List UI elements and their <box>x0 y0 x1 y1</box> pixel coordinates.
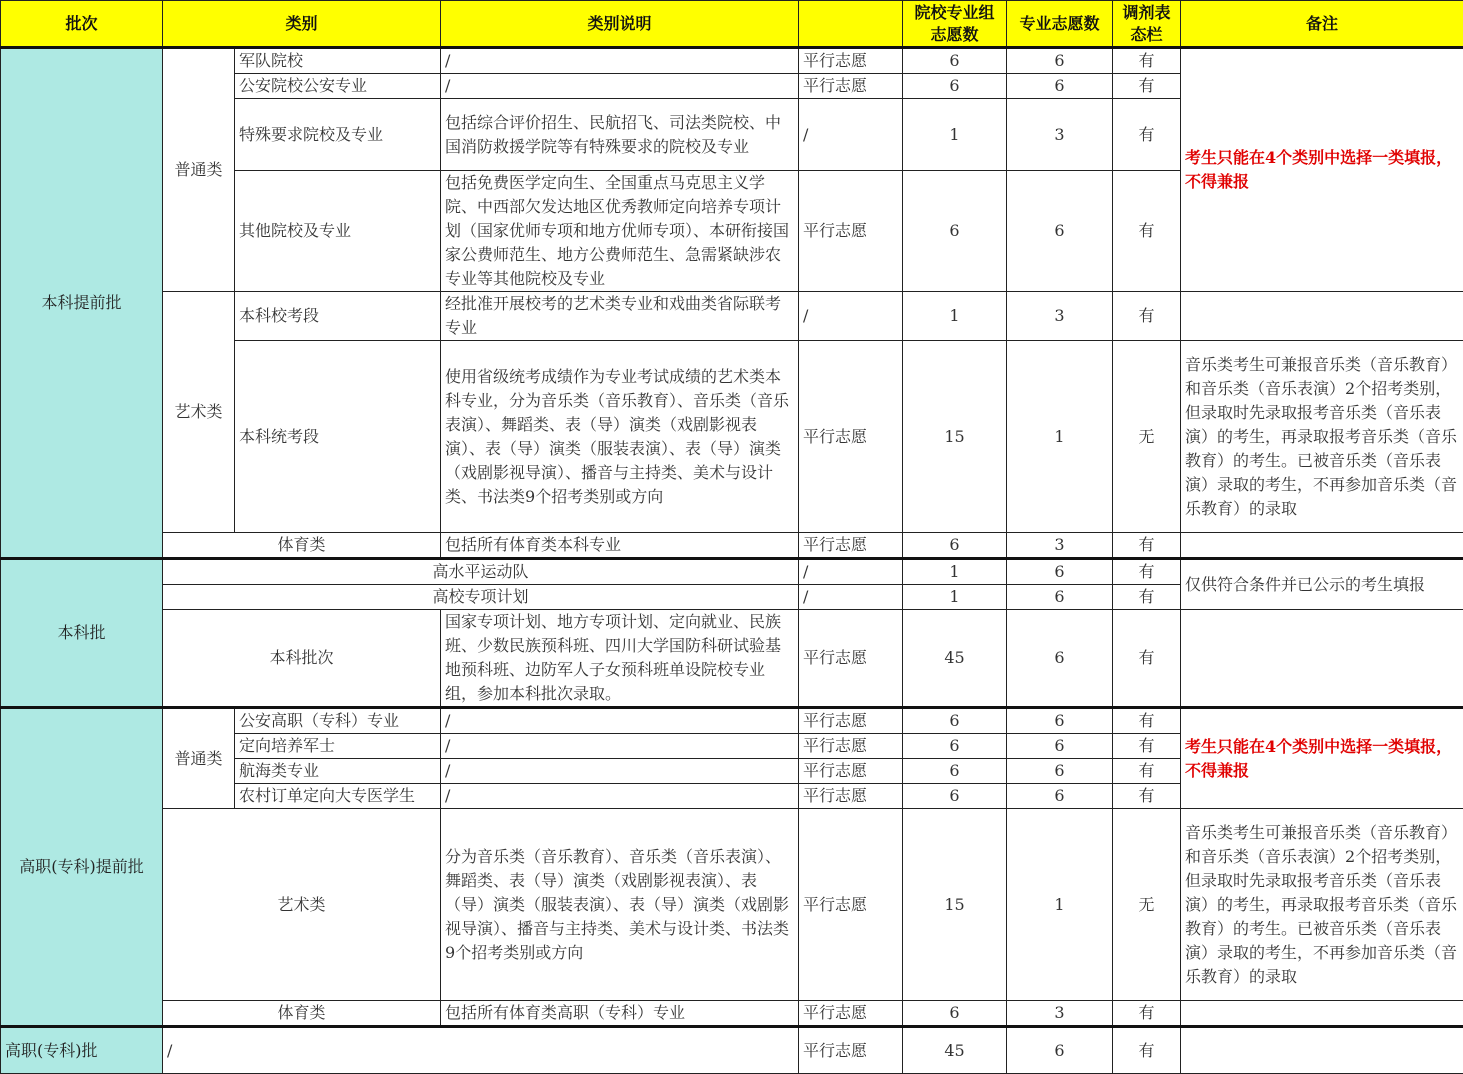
mode-cell: 平行志愿 <box>799 533 903 559</box>
category-cell: 本科批次 <box>163 610 441 708</box>
remark-empty-cell <box>1181 533 1463 559</box>
adjust-cell: 有 <box>1113 1027 1181 1074</box>
school-groups-cell: 6 <box>903 533 1007 559</box>
mode-cell: 平行志愿 <box>799 1001 903 1027</box>
header-category: 类别 <box>163 1 441 48</box>
school-groups-cell: 6 <box>903 48 1007 74</box>
mode-cell: / <box>799 99 903 171</box>
description-cell: / <box>441 74 799 99</box>
category-cell: 特殊要求院校及专业 <box>235 99 441 171</box>
description-cell: / <box>441 708 799 734</box>
description-cell: / <box>441 784 799 809</box>
category-cell: 体育类 <box>163 533 441 559</box>
mode-cell: 平行志愿 <box>799 610 903 708</box>
school-groups-cell: 45 <box>903 610 1007 708</box>
category-cell: 定向培养军士 <box>235 734 441 759</box>
description-cell: 包括综合评价招生、民航招飞、司法类院校、中国消防救援学院等有特殊要求的院校及专业 <box>441 99 799 171</box>
adjust-cell: 有 <box>1113 533 1181 559</box>
adjust-cell: 有 <box>1113 99 1181 171</box>
adjust-cell: 有 <box>1113 734 1181 759</box>
school-groups-cell: 6 <box>903 708 1007 734</box>
mode-cell: 平行志愿 <box>799 171 903 292</box>
school-groups-cell: 6 <box>903 74 1007 99</box>
group-cell: 普通类 <box>163 708 235 809</box>
mode-cell: 平行志愿 <box>799 708 903 734</box>
header-majors: 专业志愿数 <box>1007 1 1113 48</box>
mode-cell: 平行志愿 <box>799 74 903 99</box>
batch-section <box>1 559 1463 708</box>
adjust-cell: 有 <box>1113 74 1181 99</box>
majors-cell: 6 <box>1007 708 1113 734</box>
adjust-cell: 有 <box>1113 559 1181 585</box>
table-row <box>1 1027 1463 1074</box>
description-cell: / <box>441 734 799 759</box>
majors-cell: 6 <box>1007 74 1113 99</box>
remark-empty-cell <box>1181 292 1463 341</box>
majors-cell: 6 <box>1007 734 1113 759</box>
header-school-groups: 院校专业组志愿数 <box>903 1 1007 48</box>
majors-cell: 3 <box>1007 292 1113 341</box>
adjust-cell: 有 <box>1113 292 1181 341</box>
remark-cell: 仅供符合条件并已公示的考生填报 <box>1181 559 1463 610</box>
remark-empty-cell <box>1181 1027 1463 1074</box>
adjust-cell: 有 <box>1113 708 1181 734</box>
school-groups-cell: 1 <box>903 292 1007 341</box>
mode-cell: 平行志愿 <box>799 734 903 759</box>
table-row <box>1 708 1463 734</box>
majors-cell: 6 <box>1007 1027 1113 1074</box>
batch-section <box>1 1027 1463 1074</box>
header-description: 类别说明 <box>441 1 799 48</box>
header-batch: 批次 <box>1 1 163 48</box>
category-cell: 艺术类 <box>163 809 441 1001</box>
majors-cell: 6 <box>1007 759 1113 784</box>
category-cell: 军队院校 <box>235 48 441 74</box>
mode-cell: 平行志愿 <box>799 784 903 809</box>
table-row <box>1 292 1463 341</box>
majors-cell: 6 <box>1007 559 1113 585</box>
majors-cell: 1 <box>1007 341 1113 533</box>
header-mode <box>799 1 903 48</box>
adjust-cell: 无 <box>1113 341 1181 533</box>
batch-section <box>1 708 1463 1027</box>
school-groups-cell: 1 <box>903 559 1007 585</box>
mode-cell: 平行志愿 <box>799 48 903 74</box>
mode-cell: 平行志愿 <box>799 341 903 533</box>
majors-cell: 1 <box>1007 809 1113 1001</box>
adjust-cell: 有 <box>1113 585 1181 610</box>
school-groups-cell: 6 <box>903 171 1007 292</box>
adjust-cell: 有 <box>1113 48 1181 74</box>
group-cell: 普通类 <box>163 48 235 292</box>
batch-cell: 本科批 <box>1 559 163 708</box>
remark-cell: 考生只能在4个类别中选择一类填报，不得兼报 <box>1181 48 1463 292</box>
batch-cell: 高职(专科)批 <box>1 1027 163 1074</box>
description-cell: 包括免费医学定向生、全国重点马克思主义学院、中西部欠发达地区优秀教师定向培养专项计划（国家优师专项和地方优师专项）、本研衔接国家公费师范生、地方公费师范生、急需紧缺涉农专业等其他院校及专业 <box>441 171 799 292</box>
remark-cell: 音乐类考生可兼报音乐类（音乐教育）和音乐类（音乐表演）2个招考类别，但录取时先录取报考音乐类（音乐表演）的考生，再录取报考音乐类（音乐教育）的考生。已被音乐类（音乐表演）录取的考生，不再参加音乐类（音乐教育）的录取 <box>1181 341 1463 533</box>
category-cell: / <box>163 1027 799 1074</box>
remark-empty-cell <box>1181 610 1463 708</box>
mode-cell: / <box>799 559 903 585</box>
category-cell: 体育类 <box>163 1001 441 1027</box>
adjust-cell: 无 <box>1113 809 1181 1001</box>
table-row <box>1 610 1463 708</box>
school-groups-cell: 1 <box>903 99 1007 171</box>
category-cell: 本科统考段 <box>235 341 441 533</box>
majors-cell: 3 <box>1007 533 1113 559</box>
description-cell: / <box>441 759 799 784</box>
description-cell: 分为音乐类（音乐教育）、音乐类（音乐表演）、舞蹈类、表（导）演类（戏剧影视表演）、表（导）演类（服装表演）、表（导）演类（戏剧影视导演）、播音与主持类、美术与设计类、书法类9个招考类别或方向 <box>441 809 799 1001</box>
mode-cell: 平行志愿 <box>799 1027 903 1074</box>
school-groups-cell: 15 <box>903 809 1007 1001</box>
category-cell: 农村订单定向大专医学生 <box>235 784 441 809</box>
majors-cell: 6 <box>1007 784 1113 809</box>
batch-cell: 高职(专科)提前批 <box>1 708 163 1027</box>
remark-empty-cell <box>1181 1001 1463 1027</box>
remark-cell: 音乐类考生可兼报音乐类（音乐教育）和音乐类（音乐表演）2个招考类别，但录取时先录取报考音乐类（音乐表演）的考生，再录取报考音乐类（音乐教育）的考生。已被音乐类（音乐表演）录取的考生，不再参加音乐类（音乐教育）的录取 <box>1181 809 1463 1001</box>
batch-cell: 本科提前批 <box>1 48 163 559</box>
batch-section <box>1 48 1463 559</box>
group-cell: 艺术类 <box>163 292 235 533</box>
adjust-cell: 有 <box>1113 784 1181 809</box>
table-row <box>1 533 1463 559</box>
majors-cell: 6 <box>1007 171 1113 292</box>
category-cell: 其他院校及专业 <box>235 171 441 292</box>
description-cell: / <box>441 48 799 74</box>
mode-cell: / <box>799 585 903 610</box>
remark-cell: 考生只能在4个类别中选择一类填报，不得兼报 <box>1181 708 1463 809</box>
mode-cell: 平行志愿 <box>799 759 903 784</box>
majors-cell: 6 <box>1007 610 1113 708</box>
school-groups-cell: 15 <box>903 341 1007 533</box>
majors-cell: 6 <box>1007 48 1113 74</box>
category-cell: 高校专项计划 <box>163 585 799 610</box>
description-cell: 包括所有体育类本科专业 <box>441 533 799 559</box>
school-groups-cell: 1 <box>903 585 1007 610</box>
school-groups-cell: 6 <box>903 784 1007 809</box>
adjust-cell: 有 <box>1113 610 1181 708</box>
majors-cell: 6 <box>1007 585 1113 610</box>
category-cell: 公安院校公安专业 <box>235 74 441 99</box>
header-adjust: 调剂表态栏 <box>1113 1 1181 48</box>
table-row <box>1 1001 1463 1027</box>
description-cell: 国家专项计划、地方专项计划、定向就业、民族班、少数民族预科班、四川大学国防科研试验基地预科班、边防军人子女预科班单设院校专业组，参加本科批次录取。 <box>441 610 799 708</box>
description-cell: 使用省级统考成绩作为专业考试成绩的艺术类本科专业，分为音乐类（音乐教育）、音乐类（音乐表演）、舞蹈类、表（导）演类（戏剧影视表演）、表（导）演类（服装表演）、表（导）演类（戏剧影视导演）、播音与主持类、美术与设计类、书法类9个招考类别或方向 <box>441 341 799 533</box>
adjust-cell: 有 <box>1113 171 1181 292</box>
category-cell: 公安高职（专科）专业 <box>235 708 441 734</box>
table-row <box>1 809 1463 1001</box>
adjust-cell: 有 <box>1113 759 1181 784</box>
school-groups-cell: 6 <box>903 734 1007 759</box>
majors-cell: 3 <box>1007 99 1113 171</box>
category-cell: 本科校考段 <box>235 292 441 341</box>
header-row <box>1 1 1463 48</box>
mode-cell: 平行志愿 <box>799 809 903 1001</box>
adjust-cell: 有 <box>1113 1001 1181 1027</box>
category-cell: 高水平运动队 <box>163 559 799 585</box>
majors-cell: 3 <box>1007 1001 1113 1027</box>
mode-cell: / <box>799 292 903 341</box>
header-remarks: 备注 <box>1181 1 1463 48</box>
school-groups-cell: 6 <box>903 1001 1007 1027</box>
school-groups-cell: 6 <box>903 759 1007 784</box>
table-row <box>1 48 1463 74</box>
category-cell: 航海类专业 <box>235 759 441 784</box>
description-cell: 经批准开展校考的艺术类专业和戏曲类省际联考专业 <box>441 292 799 341</box>
description-cell: 包括所有体育类高职（专科）专业 <box>441 1001 799 1027</box>
table-row <box>1 559 1463 585</box>
school-groups-cell: 45 <box>903 1027 1007 1074</box>
